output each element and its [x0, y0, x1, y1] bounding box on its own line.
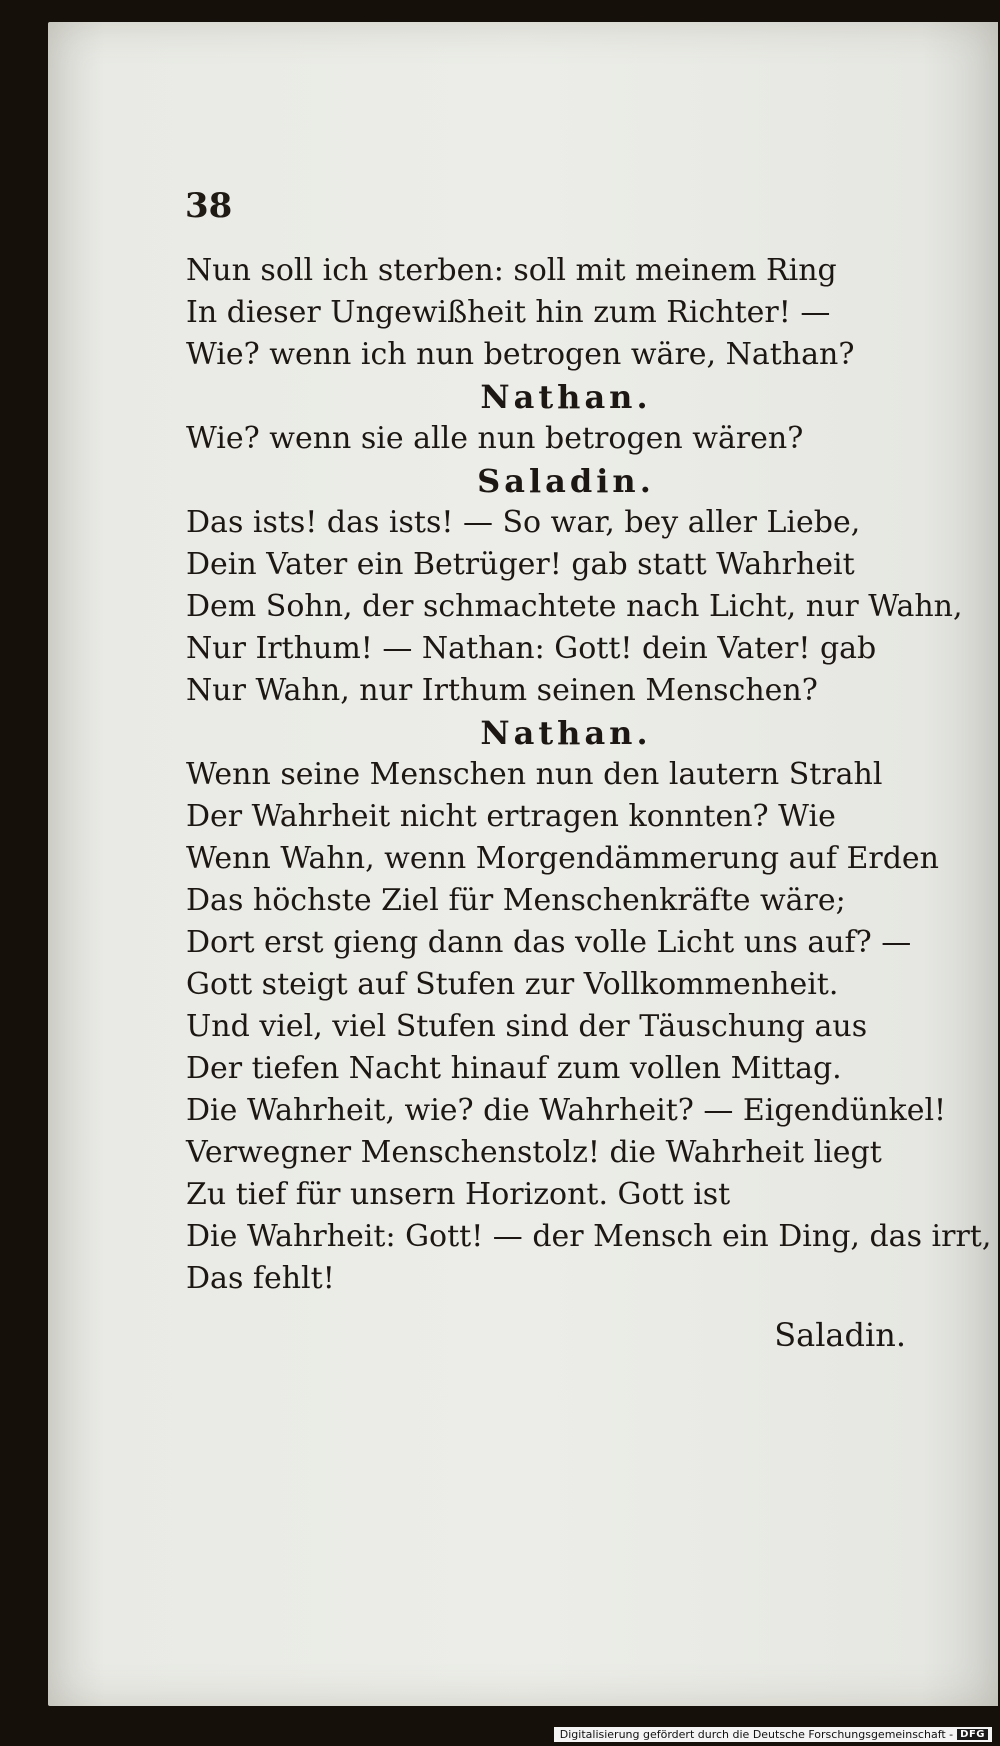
- speaker-name: Nathan.: [480, 714, 652, 752]
- verse-line: Die Wahrheit: Gott! — der Mensch ein Ding, das irrt,: [186, 1219, 992, 1254]
- verse-line: Und viel, viel Stufen sind der Täuschung aus: [186, 1009, 868, 1044]
- verse-line: Nur Wahn, nur Irthum seinen Menschen?: [186, 673, 818, 708]
- verse-line: Nun soll ich sterben: soll mit meinem Ring: [186, 253, 837, 288]
- verse-line: Zu tief für unsern Horizont. Gott ist: [186, 1177, 731, 1212]
- verse-line: Nur Irthum! — Nathan: Gott! dein Vater! gab: [186, 631, 877, 666]
- verse-line: Das höchste Ziel für Menschenkräfte wäre;: [186, 883, 846, 918]
- verse-line: Das ists! das ists! — So war, bey aller Liebe,: [186, 505, 861, 540]
- footer-text: Digitalisierung gefördert durch die Deutsche Forschungsgemeinschaft -: [559, 1728, 954, 1741]
- verse-line: In dieser Ungewißheit hin zum Richter! —: [186, 295, 831, 330]
- dfg-logo: DFG: [957, 1729, 988, 1740]
- verse-line: Dem Sohn, der schmachtete nach Licht, nur Wahn,: [186, 589, 963, 624]
- verse-line: Wie? wenn ich nun betrogen wäre, Nathan?: [186, 337, 855, 372]
- catchword: Saladin.: [774, 1316, 906, 1354]
- page-text: [186, 250, 992, 1356]
- verse-line: Der Wahrheit nicht ertragen konnten? Wie: [186, 799, 836, 834]
- verse-line: Der tiefen Nacht hinauf zum vollen Mittag.: [186, 1051, 842, 1086]
- page-number: 38: [185, 186, 233, 226]
- verse-line: Dort erst gieng dann das volle Licht uns auf? —: [186, 925, 912, 960]
- verse-line: Dein Vater ein Betrüger! gab statt Wahrheit: [186, 547, 855, 582]
- speaker-name: Nathan.: [480, 378, 652, 416]
- verse-line: Gott steigt auf Stufen zur Vollkommenheit.: [186, 967, 839, 1002]
- verse-line: Das fehlt!: [186, 1261, 335, 1296]
- speaker-name: Saladin.: [477, 462, 655, 500]
- digitization-footer: [554, 1727, 992, 1742]
- verse-line: Die Wahrheit, wie? die Wahrheit? — Eigendünkel!: [186, 1093, 947, 1128]
- verse-line: Wie? wenn sie alle nun betrogen wären?: [186, 421, 804, 456]
- verse-line: Verwegner Menschenstolz! die Wahrheit liegt: [186, 1135, 882, 1170]
- verse-line: Wenn Wahn, wenn Morgendämmerung auf Erden: [186, 841, 939, 876]
- verse-line: Wenn seine Menschen nun den lautern Strahl: [186, 757, 883, 792]
